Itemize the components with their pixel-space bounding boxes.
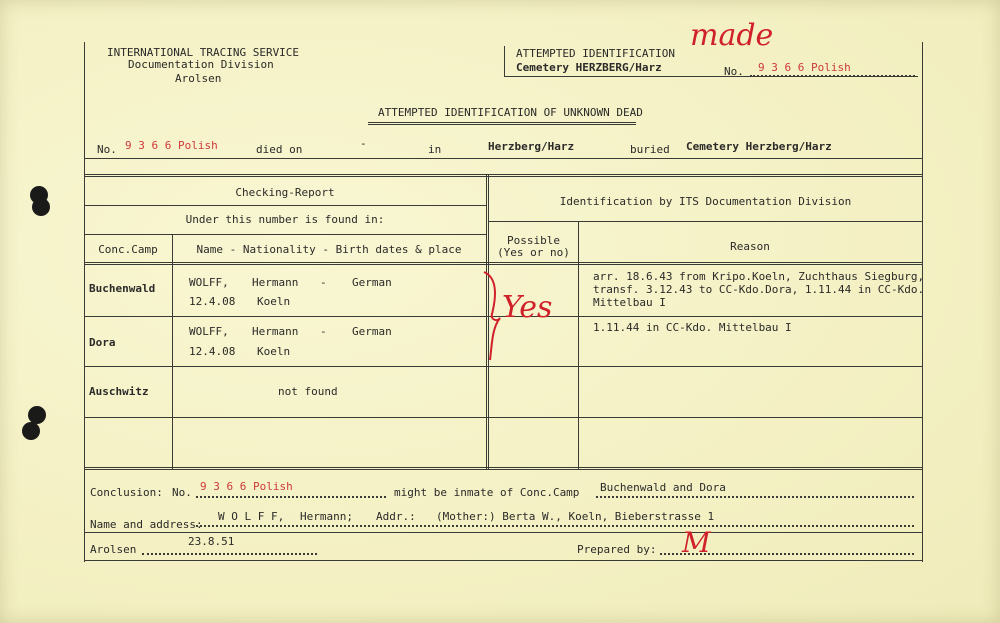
col-possible-header-2: (Yes or no): [497, 246, 570, 259]
row1-birthdate: 12.4.08: [189, 295, 236, 308]
ident-title: Identification by ITS Documentation Division: [559, 195, 852, 208]
in-value: Herzberg/Harz: [488, 140, 575, 153]
checking-sub-line: [84, 205, 486, 206]
header-row-bottom: [84, 262, 922, 265]
addr-value: (Mother:) Berta W., Koeln, Bieberstrasse 1: [436, 510, 715, 523]
header-cemetery: Cemetery HERZBERG/Harz: [516, 61, 662, 74]
addr-label: Addr.:: [376, 510, 416, 523]
in-label: in: [428, 143, 442, 156]
form-title: ATTEMPTED IDENTIFICATION OF UNKNOWN DEAD: [378, 106, 643, 119]
row3-camp: Auschwitz: [89, 385, 149, 398]
row1-reason-2: transf. 3.12.43 to CC-Kdo.Dora, 1.11.44 in CC-Kdo.: [593, 283, 925, 296]
inmate-value: Buchenwald and Dora: [600, 481, 726, 494]
buried-value: Cemetery Herzberg/Harz: [686, 140, 832, 153]
table-bottom: [84, 467, 922, 470]
row1-firstname: Hermann: [252, 276, 299, 289]
form-title-underline: [368, 122, 636, 125]
header-no-value: 9 3 6 6 Polish: [758, 61, 851, 74]
col-name-header: Name - Nationality - Birth dates & place: [196, 243, 462, 256]
frame-left: [84, 42, 85, 562]
row1-nationality: German: [352, 276, 392, 289]
no-label: No.: [97, 143, 117, 156]
row2-firstname: Hermann: [252, 325, 299, 338]
header-divider: [504, 46, 505, 76]
org-division: Documentation Division: [128, 58, 274, 71]
inmate-dots: [596, 496, 914, 498]
died-on-label: died on: [256, 143, 303, 156]
org-place: Arolsen: [175, 72, 222, 85]
org-name: INTERNATIONAL TRACING SERVICE: [107, 46, 300, 59]
header-row-top: [84, 234, 486, 235]
col-reason-header: Reason: [730, 240, 770, 253]
conclusion-label: Conclusion:: [90, 486, 163, 499]
place-label: Arolsen: [90, 543, 137, 556]
ident-header-line: [489, 221, 922, 222]
conclusion-no-value: 9 3 6 6 Polish: [200, 480, 293, 493]
inmate-label: might be inmate of Conc.Camp: [394, 486, 580, 499]
attempt-label: ATTEMPTED IDENTIFICATION: [516, 47, 675, 60]
row2-camp: Dora: [89, 336, 116, 349]
row1-reason-1: arr. 18.6.43 from Kripo.Koeln, Zuchthaus Siegburg,: [593, 270, 925, 283]
table-top: [84, 174, 922, 177]
punch-hole-top-2: [32, 198, 50, 216]
col-camp-header: Conc.Camp: [98, 243, 158, 256]
buried-label: buried: [630, 143, 670, 156]
row3-bottom: [84, 417, 922, 418]
row2-birthplace: Koeln: [257, 345, 291, 358]
row2-surname: WOLFF,: [189, 325, 229, 338]
handwritten-yes: Yes: [502, 290, 553, 325]
camp-col-divider: [172, 234, 173, 469]
name-row-bottom: [84, 532, 922, 533]
conclusion-no-dots: [196, 496, 386, 498]
died-row-bottom: [84, 158, 922, 159]
row2-dash: -: [320, 325, 327, 338]
frame-bottom: [84, 560, 922, 561]
name-address-label: Name and address:: [90, 518, 203, 531]
row1-birthplace: Koeln: [257, 295, 291, 308]
col-possible-header: Possible: [507, 234, 560, 247]
name-first: Hermann;: [300, 510, 353, 523]
row1-dash: -: [320, 276, 327, 289]
possible-col-divider: [578, 221, 579, 469]
row1-reason-3: Mittelbau I: [593, 296, 666, 309]
prepared-signature: M: [682, 526, 711, 559]
name-value: W O L F F,: [218, 510, 285, 523]
row3-result: not found: [278, 385, 338, 398]
row2-reason-1: 1.11.44 in CC-Kdo. Mittelbau I: [593, 321, 792, 334]
header-no-dots: [750, 75, 915, 77]
row1-camp: Buchenwald: [89, 282, 156, 295]
header-no-label: No.: [724, 65, 744, 78]
prepared-label: Prepared by:: [577, 543, 657, 556]
punch-hole-bottom-2: [22, 422, 40, 440]
checking-subtitle: Under this number is found in:: [185, 213, 385, 226]
row2-bottom: [84, 366, 922, 367]
name-dots: [196, 525, 914, 527]
date-value: 23.8.51: [188, 535, 235, 548]
handwritten-made: made: [690, 18, 774, 53]
checking-title: Checking-Report: [235, 186, 335, 199]
row1-surname: WOLFF,: [189, 276, 229, 289]
conclusion-no-label: No.: [172, 486, 192, 499]
date-dots: [142, 553, 317, 555]
row2-birthdate: 12.4.08: [189, 345, 236, 358]
header-right-border: [922, 42, 923, 562]
no-value: 9 3 6 6 Polish: [125, 139, 218, 152]
died-on-value: -: [360, 137, 367, 150]
row2-nationality: German: [352, 325, 392, 338]
